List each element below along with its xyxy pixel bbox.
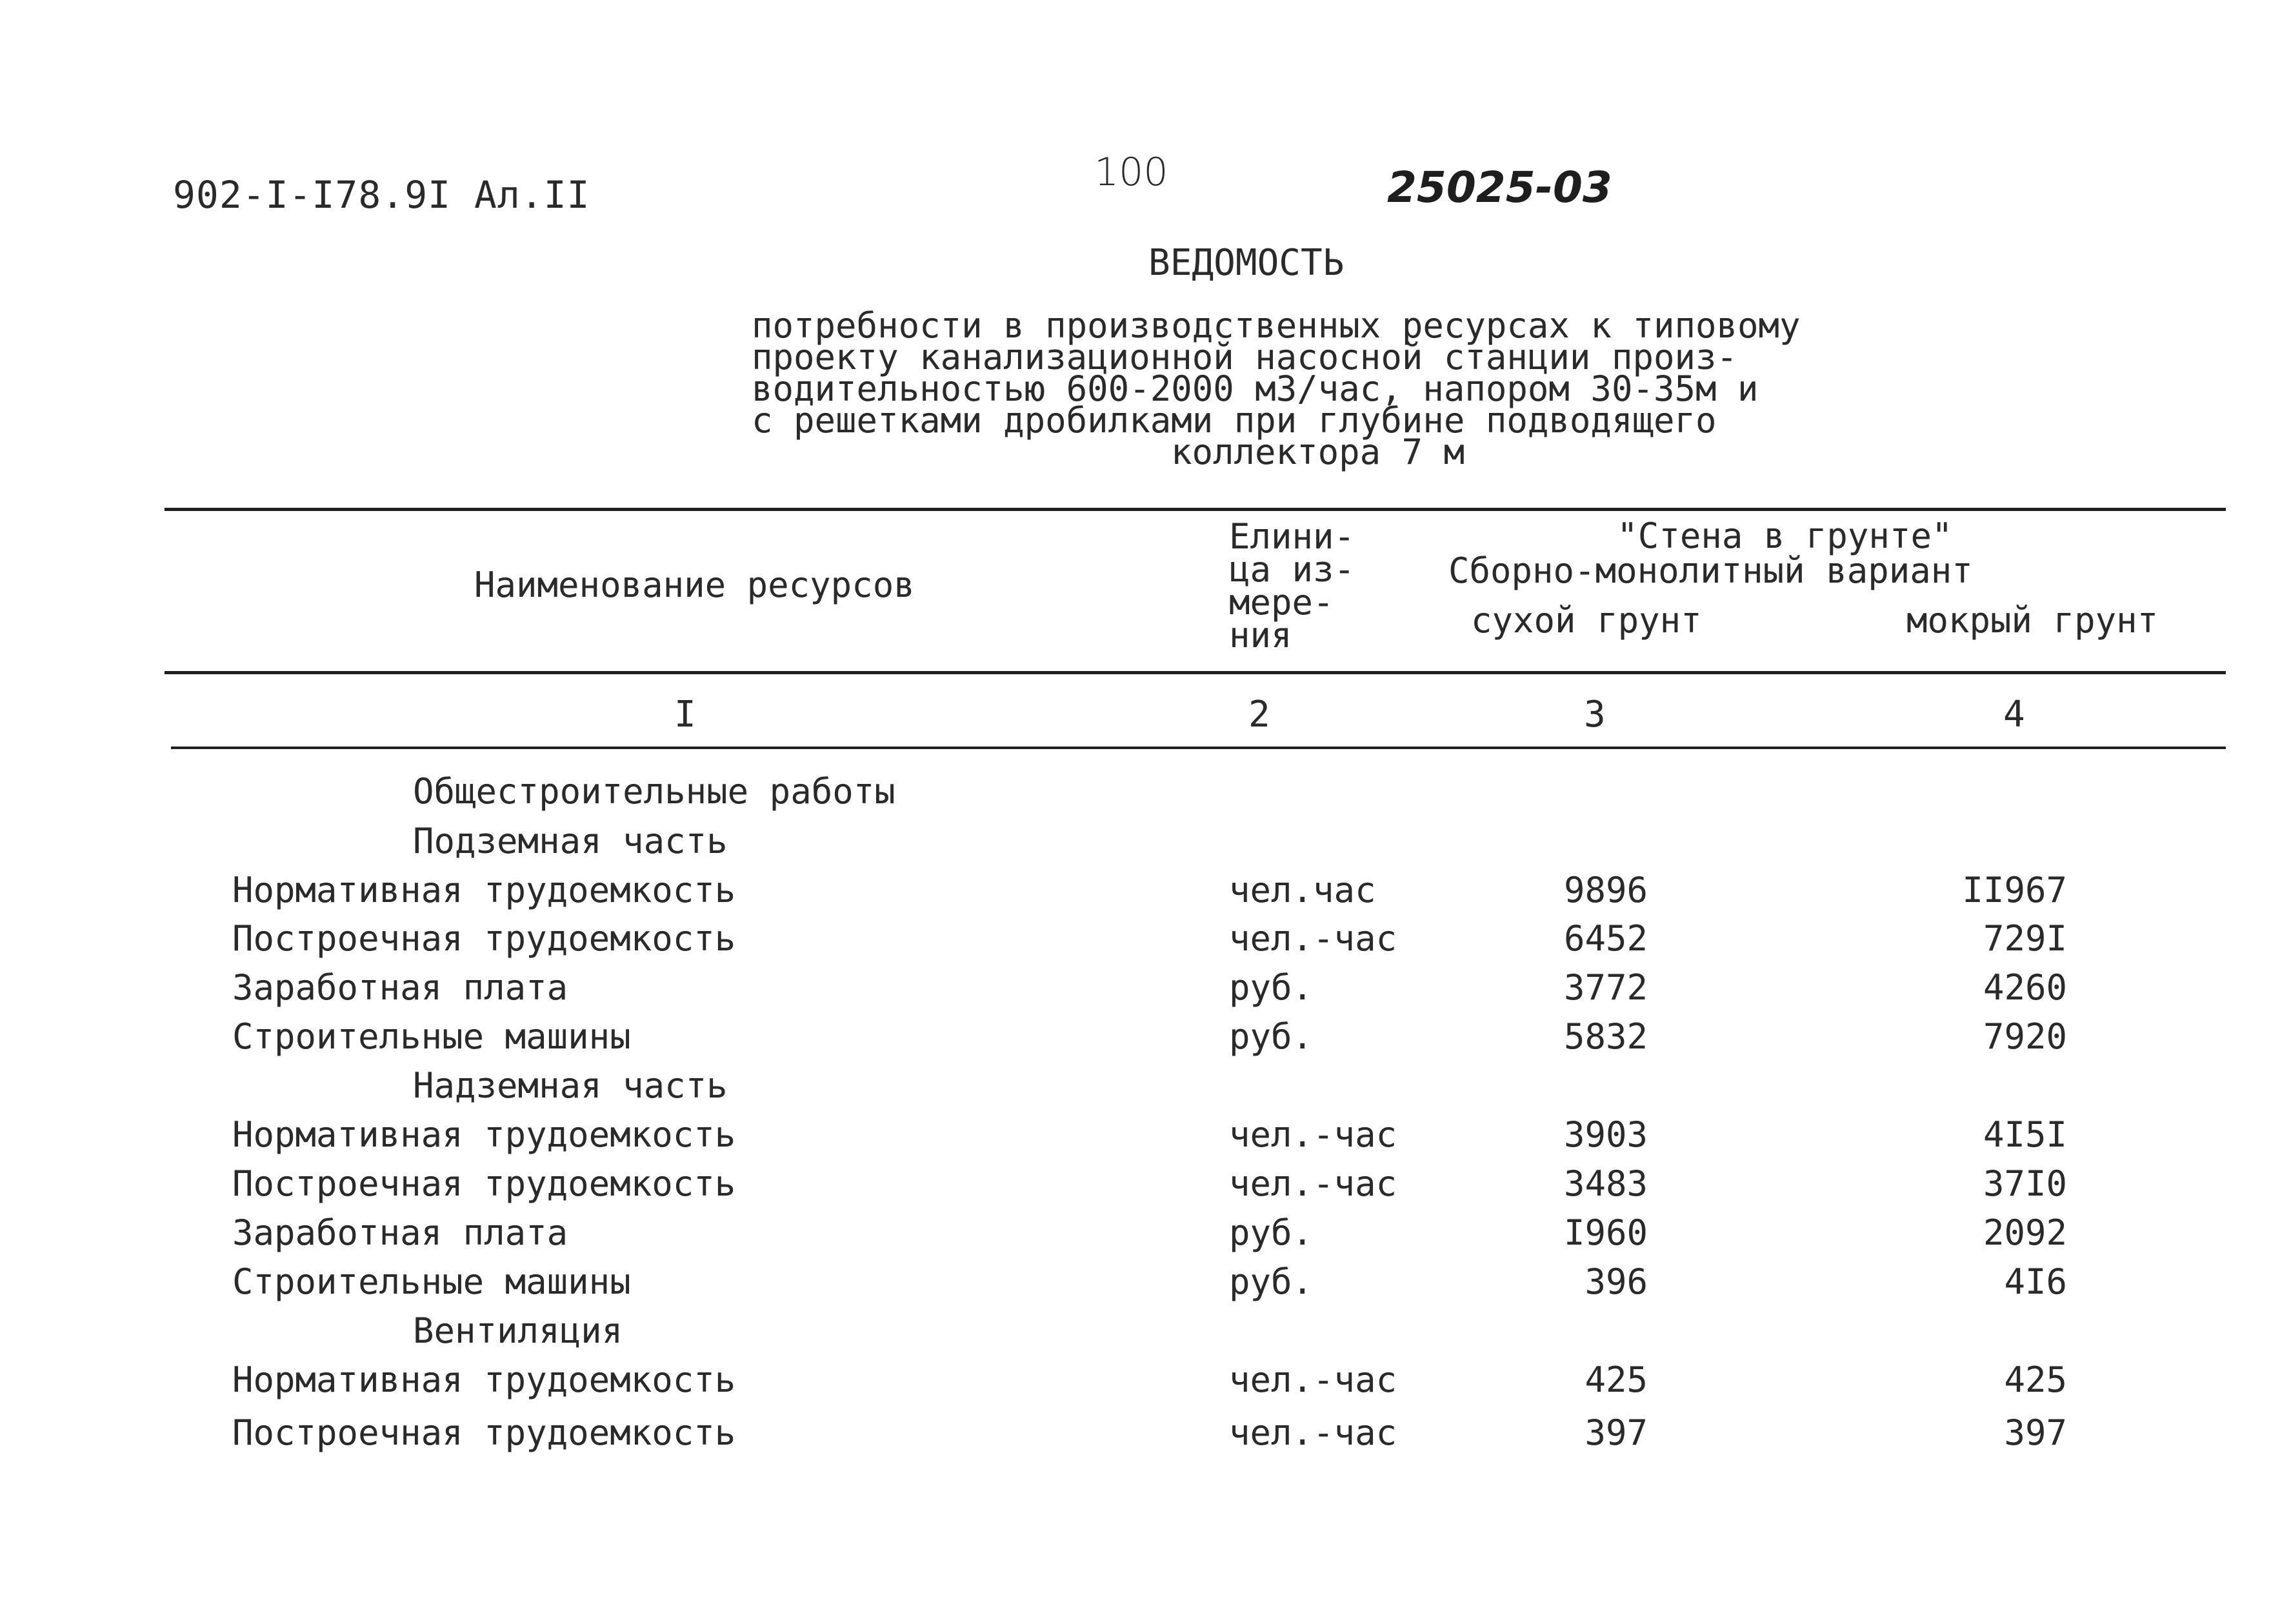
document-subtitle (752, 305, 1801, 472)
wet-value-cell: 7920 (1983, 1016, 2067, 1057)
table-row (0, 1163, 2280, 1208)
column-numbers-rule (171, 747, 2226, 749)
unit-cell: руб. (1229, 1212, 1314, 1253)
resource-name: Строительные машины (232, 1016, 631, 1057)
unit-cell: чел.-час (1229, 918, 1397, 959)
header-bottom-rule (165, 671, 2226, 674)
table-row (0, 918, 2280, 963)
section-title: Надземная часть (413, 1065, 728, 1106)
table-row (0, 1359, 2280, 1405)
table-row (0, 1016, 2280, 1061)
unit-header-line: ния (1229, 615, 1292, 656)
page-number: 100 (1094, 150, 1168, 195)
dry-value-cell: 9896 (1563, 870, 1648, 910)
document-code: 902-I-I78.9I Ал.II (173, 173, 590, 217)
subtitle-line: с решетками дробилками при глубине подводящего (752, 400, 1717, 441)
resource-name: Заработная плата (232, 967, 568, 1008)
wet-value-cell: 4I6 (2004, 1261, 2067, 1302)
table-row (0, 1212, 2280, 1258)
column-number-4: 4 (2003, 694, 2025, 736)
unit-cell: чел.час (1229, 870, 1376, 910)
wet-value-cell: 2092 (1983, 1212, 2067, 1253)
wet-value-cell: 4260 (1983, 967, 2067, 1008)
column-number-1: I (674, 694, 696, 736)
unit-header-line: мере- (1229, 582, 1334, 623)
table-row (0, 1261, 2280, 1307)
group-header-line: Сборно-монолитный вариант (1448, 550, 1973, 591)
group-header-line: "Стена в грунте" (1617, 516, 1953, 556)
unit-cell: руб. (1229, 967, 1314, 1008)
section-row (0, 1310, 2280, 1356)
wet-value-cell: 729I (1983, 918, 2067, 959)
section-title: Вентиляция (413, 1310, 623, 1351)
column-group-header (1448, 516, 1973, 591)
wet-value-cell: 397 (2004, 1412, 2067, 1453)
wet-value-cell: 4I5I (1983, 1114, 2067, 1155)
dry-value-cell: 5832 (1563, 1016, 1648, 1057)
unit-cell: чел.-час (1229, 1163, 1397, 1204)
subtitle-line: потребности в производственных ресурсах к типовому (752, 305, 1801, 346)
column-header-wet: мокрый грунт (1906, 600, 2159, 641)
dry-value-cell: I960 (1563, 1212, 1648, 1253)
table-top-rule (165, 508, 2226, 511)
dry-value-cell: 6452 (1563, 918, 1648, 959)
wet-value-cell: II967 (1962, 870, 2067, 910)
unit-cell: руб. (1229, 1261, 1314, 1302)
subtitle-line: водительностью 600-2000 м3/час, напором 30-35м и (752, 368, 1759, 409)
dry-value-cell: 3903 (1563, 1114, 1648, 1155)
resource-name: Нормативная трудоемкость (232, 870, 736, 910)
table-row (0, 870, 2280, 915)
column-number-3: 3 (1584, 694, 1606, 736)
dry-value-cell: 3483 (1563, 1163, 1648, 1204)
unit-cell: чел.-час (1229, 1359, 1397, 1400)
section-title: Подземная часть (413, 821, 728, 861)
wet-value-cell: 37I0 (1983, 1163, 2067, 1204)
table-row (0, 967, 2280, 1012)
resource-name: Нормативная трудоемкость (232, 1114, 736, 1155)
subtitle-line: проекту канализационной насосной станции произ- (752, 337, 1738, 377)
table-row (0, 1114, 2280, 1159)
column-number-2: 2 (1248, 694, 1270, 736)
unit-cell: чел.-час (1229, 1412, 1397, 1453)
table-row (0, 1412, 2280, 1458)
dry-value-cell: 3772 (1563, 967, 1648, 1008)
column-header-name: Наименование ресурсов (474, 565, 915, 605)
handwritten-code: 25025-03 (1387, 163, 1612, 212)
resource-name: Построечная трудоемкость (232, 1163, 736, 1204)
resource-name: Строительные машины (232, 1261, 631, 1302)
document-title: ВЕДОМОСТЬ (1148, 242, 1345, 284)
column-header-unit (1229, 516, 1355, 656)
resource-name: Заработная плата (232, 1212, 568, 1253)
subtitle-line: коллектора 7 м (1171, 432, 1465, 472)
resource-name: Построечная трудоемкость (232, 918, 736, 959)
unit-header-line: ца из- (1229, 549, 1355, 590)
wet-value-cell: 425 (2004, 1359, 2067, 1400)
unit-header-line: Елини- (1229, 516, 1355, 557)
section-row (0, 1065, 2280, 1110)
unit-cell: чел.-час (1229, 1114, 1397, 1155)
dry-value-cell: 396 (1585, 1261, 1648, 1302)
resource-name: Построечная трудоемкость (232, 1412, 736, 1453)
section-title: Общестроительные работы (413, 771, 895, 812)
unit-cell: руб. (1229, 1016, 1314, 1057)
column-header-dry: сухой грунт (1471, 600, 1702, 641)
section-row (0, 821, 2280, 866)
section-row (0, 771, 2280, 816)
resource-name: Нормативная трудоемкость (232, 1359, 736, 1400)
dry-value-cell: 425 (1585, 1359, 1648, 1400)
dry-value-cell: 397 (1585, 1412, 1648, 1453)
